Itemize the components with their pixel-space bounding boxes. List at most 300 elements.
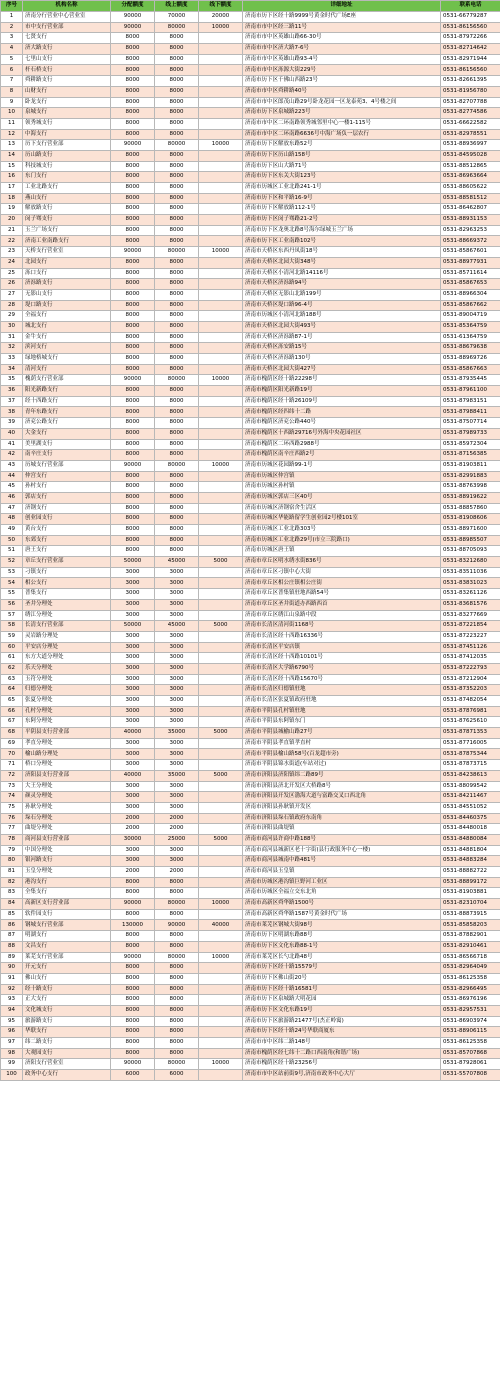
table-row	[1, 354, 500, 365]
row-seq-cell: 97	[1, 1038, 23, 1049]
phone-cell: 0531-82966495	[441, 984, 500, 995]
allocated-quota-cell: 3000	[111, 706, 155, 717]
offline-quota-cell	[199, 471, 243, 482]
table-row	[1, 161, 500, 172]
allocated-quota-cell: 8000	[111, 995, 155, 1006]
address-cell: 济南市历下区龙奥北路8号海尔绿城玉兰广场	[243, 225, 441, 236]
phone-cell: 0531-88906115	[441, 1027, 500, 1038]
phone-cell: 0531-88605622	[441, 183, 500, 194]
offline-quota-cell	[199, 653, 243, 664]
phone-cell: 0531-88899172	[441, 877, 500, 888]
address-cell: 济南市天桥区堤口路96-4号	[243, 300, 441, 311]
table-row	[1, 215, 500, 226]
allocated-quota-cell: 3000	[111, 674, 155, 685]
offline-quota-cell	[199, 792, 243, 803]
allocated-quota-cell: 8000	[111, 1005, 155, 1016]
row-seq-cell: 76	[1, 813, 23, 824]
phone-cell: 0531-88977931	[441, 257, 500, 268]
online-quota-cell: 8000	[155, 514, 199, 525]
allocated-quota-cell: 8000	[111, 76, 155, 87]
branch-name-cell: 玉兰广场支行	[23, 225, 111, 236]
phone-cell: 0531-88931153	[441, 215, 500, 226]
branch-name-cell: 平安店分理处	[23, 642, 111, 653]
allocated-quota-cell: 30000	[111, 834, 155, 845]
allocated-quota-cell: 8000	[111, 386, 155, 397]
offline-quota-cell	[199, 813, 243, 824]
address-cell: 济南市历下区东关大街123号	[243, 172, 441, 183]
row-seq-cell: 96	[1, 1027, 23, 1038]
header-seq: 序号	[1, 1, 23, 12]
table-row	[1, 557, 500, 568]
table-row	[1, 418, 500, 429]
branch-name-cell: 正大支行	[23, 995, 111, 1006]
branch-name-cell: 泉城支行	[23, 108, 111, 119]
offline-quota-cell	[199, 760, 243, 771]
table-row	[1, 899, 500, 910]
branch-name-cell: 港沟支行	[23, 877, 111, 888]
allocated-quota-cell: 8000	[111, 311, 155, 322]
online-quota-cell: 8000	[155, 877, 199, 888]
row-seq-cell: 1	[1, 12, 23, 23]
table-row	[1, 738, 500, 749]
offline-quota-cell	[199, 44, 243, 55]
allocated-quota-cell: 8000	[111, 129, 155, 140]
row-seq-cell: 23	[1, 247, 23, 258]
address-cell: 济南市槐荫区南辛庄西路2号	[243, 450, 441, 461]
phone-cell: 0531-86125358	[441, 1038, 500, 1049]
table-row	[1, 225, 500, 236]
table-row	[1, 364, 500, 375]
address-cell: 济南市槐荫区十西路29716号外海中央花园社区	[243, 428, 441, 439]
offline-quota-cell	[199, 418, 243, 429]
branch-name-cell: 经十路支行	[23, 984, 111, 995]
branch-name-cell: 东方大道分理处	[23, 653, 111, 664]
offline-quota-cell	[199, 877, 243, 888]
table-row	[1, 54, 500, 65]
offline-quota-cell	[199, 172, 243, 183]
table-row	[1, 172, 500, 183]
row-seq-cell: 11	[1, 118, 23, 129]
address-cell: 济南市长清区归德镇驻地	[243, 685, 441, 696]
table-row	[1, 204, 500, 215]
branch-name-cell: 济阳支行营业室	[23, 1059, 111, 1070]
phone-cell: 0531-82774586	[441, 108, 500, 119]
branch-name-cell: 泺口支行	[23, 268, 111, 279]
phone-cell: 0531-81908606	[441, 514, 500, 525]
address-cell: 济南市天桥区北园大街427号	[243, 364, 441, 375]
online-quota-cell: 8000	[155, 407, 199, 418]
phone-cell: 0531-82714642	[441, 44, 500, 55]
online-quota-cell: 3000	[155, 792, 199, 803]
address-cell: 济南市天桥区济泺路87-1号	[243, 332, 441, 343]
phone-cell: 0531-82963253	[441, 225, 500, 236]
address-cell: 济南市历城区工业北路29号(市立三院路口)	[243, 535, 441, 546]
address-cell: 济南市历下区工业南路102号	[243, 236, 441, 247]
online-quota-cell: 8000	[155, 482, 199, 493]
phone-cell: 0531-83261126	[441, 589, 500, 600]
online-quota-cell: 8000	[155, 1027, 199, 1038]
phone-cell: 0531-86156560	[441, 22, 500, 33]
table-row	[1, 514, 500, 525]
row-seq-cell: 47	[1, 503, 23, 514]
phone-cell: 0531-84480018	[441, 824, 500, 835]
table-row	[1, 834, 500, 845]
offline-quota-cell: 5000	[199, 770, 243, 781]
address-cell: 济南市槐荫区经十路23256号	[243, 1059, 441, 1070]
online-quota-cell: 8000	[155, 172, 199, 183]
branch-name-cell: 纬二路支行	[23, 1038, 111, 1049]
offline-quota-cell	[199, 589, 243, 600]
online-quota-cell: 2000	[155, 824, 199, 835]
table-row	[1, 728, 500, 739]
allocated-quota-cell: 8000	[111, 1016, 155, 1027]
row-seq-cell: 57	[1, 610, 23, 621]
offline-quota-cell	[199, 931, 243, 942]
offline-quota-cell	[199, 54, 243, 65]
offline-quota-cell	[199, 364, 243, 375]
phone-cell: 0531-87451126	[441, 642, 500, 653]
branch-name-cell: 东门支行	[23, 172, 111, 183]
phone-cell: 0531-88969726	[441, 354, 500, 365]
table-row	[1, 845, 500, 856]
row-seq-cell: 18	[1, 193, 23, 204]
header-row	[1, 1, 500, 12]
branch-name-cell: 工业北路支行	[23, 183, 111, 194]
online-quota-cell: 3000	[155, 578, 199, 589]
table-row	[1, 108, 500, 119]
address-cell: 济南市槐荫区经四纬十二路	[243, 407, 441, 418]
branch-name-cell: 闵子骞支行	[23, 215, 111, 226]
allocated-quota-cell: 8000	[111, 204, 155, 215]
phone-cell: 0531-87935445	[441, 375, 500, 386]
phone-cell: 0531-88705093	[441, 546, 500, 557]
table-row	[1, 311, 500, 322]
table-row	[1, 1005, 500, 1016]
online-quota-cell: 3000	[155, 781, 199, 792]
phone-cell: 0531-66779287	[441, 12, 500, 23]
branch-name-cell: 政务中心支行	[23, 1070, 111, 1081]
address-cell: 济南市槐荫区经十路22298号	[243, 375, 441, 386]
row-seq-cell: 65	[1, 696, 23, 707]
online-quota-cell: 8000	[155, 525, 199, 536]
offline-quota-cell	[199, 492, 243, 503]
address-cell: 济南市天桥区济泺路130号	[243, 354, 441, 365]
phone-cell: 0531-87625610	[441, 717, 500, 728]
online-quota-cell: 8000	[155, 54, 199, 65]
row-seq-cell: 10	[1, 108, 23, 119]
offline-quota-cell	[199, 118, 243, 129]
allocated-quota-cell: 130000	[111, 920, 155, 931]
branch-name-cell: 济南分行营业中心营业室	[23, 12, 111, 23]
address-cell: 济南市历城区济钢宿舍生活区	[243, 503, 441, 514]
phone-cell: 0531-87482054	[441, 696, 500, 707]
offline-quota-cell	[199, 856, 243, 867]
branch-name-cell: 明湖支行	[23, 931, 111, 942]
phone-cell: 0531-88679638	[441, 343, 500, 354]
phone-cell: 0531-83277669	[441, 610, 500, 621]
online-quota-cell: 8000	[155, 215, 199, 226]
row-seq-cell: 87	[1, 931, 23, 942]
phone-cell: 0531-83681576	[441, 599, 500, 610]
address-cell: 济南市历下区解放路112-1号	[243, 204, 441, 215]
branch-name-cell: 阳光新路支行	[23, 386, 111, 397]
row-seq-cell: 89	[1, 952, 23, 963]
offline-quota-cell	[199, 204, 243, 215]
address-cell: 济南市济阳县济北开发区大桥路8号	[243, 781, 441, 792]
row-seq-cell: 53	[1, 567, 23, 578]
table-row	[1, 952, 500, 963]
branch-name-cell: 城北支行	[23, 321, 111, 332]
branch-name-cell: 市中支行营业部	[23, 22, 111, 33]
allocated-quota-cell: 6000	[111, 1070, 155, 1081]
allocated-quota-cell: 2000	[111, 824, 155, 835]
branch-name-cell: 济泺路支行	[23, 279, 111, 290]
offline-quota-cell	[199, 867, 243, 878]
branch-name-cell: 平阴县支行营业部	[23, 728, 111, 739]
table-row	[1, 963, 500, 974]
table-row	[1, 824, 500, 835]
table-row	[1, 118, 500, 129]
branch-name-cell: 济钢支行	[23, 503, 111, 514]
table-row	[1, 321, 500, 332]
online-quota-cell: 80000	[155, 22, 199, 33]
allocated-quota-cell: 8000	[111, 514, 155, 525]
online-quota-cell: 45000	[155, 557, 199, 568]
online-quota-cell: 3000	[155, 717, 199, 728]
online-quota-cell: 8000	[155, 1016, 199, 1027]
branch-name-cell: 济兖公路支行	[23, 418, 111, 429]
address-cell: 济南市天桥区北园大街493号	[243, 321, 441, 332]
allocated-quota-cell: 8000	[111, 396, 155, 407]
allocated-quota-cell: 3000	[111, 738, 155, 749]
offline-quota-cell	[199, 268, 243, 279]
online-quota-cell: 6000	[155, 1070, 199, 1081]
phone-cell: 0531-87412035	[441, 653, 500, 664]
allocated-quota-cell: 90000	[111, 1059, 155, 1070]
online-quota-cell: 8000	[155, 129, 199, 140]
phone-cell: 0531-88857860	[441, 503, 500, 514]
phone-cell: 0531-82978551	[441, 129, 500, 140]
row-seq-cell: 72	[1, 770, 23, 781]
branch-name-cell: 莱芜支行营业部	[23, 952, 111, 963]
row-seq-cell: 83	[1, 888, 23, 899]
allocated-quota-cell: 8000	[111, 364, 155, 375]
address-cell: 济南市章丘区刁镇中心大街	[243, 567, 441, 578]
online-quota-cell: 3000	[155, 610, 199, 621]
address-cell: 济南市章丘区相公庄镇相公庄街	[243, 578, 441, 589]
branch-name-cell: 大观园支行	[23, 1048, 111, 1059]
table-row	[1, 300, 500, 311]
address-cell: 济南市历下区和平路16-9号	[243, 193, 441, 204]
allocated-quota-cell: 8000	[111, 984, 155, 995]
branch-name-cell: 孝直分理处	[23, 738, 111, 749]
table-row	[1, 386, 500, 397]
offline-quota-cell	[199, 108, 243, 119]
row-seq-cell: 56	[1, 599, 23, 610]
row-seq-cell: 30	[1, 321, 23, 332]
online-quota-cell: 8000	[155, 343, 199, 354]
allocated-quota-cell: 8000	[111, 503, 155, 514]
offline-quota-cell	[199, 663, 243, 674]
table-header	[1, 1, 500, 12]
online-quota-cell: 8000	[155, 909, 199, 920]
row-seq-cell: 64	[1, 685, 23, 696]
phone-cell: 0531-88099542	[441, 781, 500, 792]
phone-cell: 0531-85972304	[441, 439, 500, 450]
phone-cell: 0531-85867601	[441, 247, 500, 258]
online-quota-cell: 3000	[155, 706, 199, 717]
row-seq-cell: 17	[1, 183, 23, 194]
table-row	[1, 631, 500, 642]
row-seq-cell: 43	[1, 460, 23, 471]
allocated-quota-cell: 3000	[111, 599, 155, 610]
table-row	[1, 984, 500, 995]
address-cell: 济南市商河县玉皇镇	[243, 867, 441, 878]
offline-quota-cell	[199, 428, 243, 439]
online-quota-cell: 80000	[155, 1059, 199, 1070]
online-quota-cell: 80000	[155, 952, 199, 963]
branch-name-cell: 南辛庄支行	[23, 450, 111, 461]
allocated-quota-cell: 8000	[111, 225, 155, 236]
offline-quota-cell	[199, 525, 243, 536]
offline-quota-cell	[199, 482, 243, 493]
branch-name-cell: 圣井分理处	[23, 599, 111, 610]
branch-name-cell: 中国分理处	[23, 845, 111, 856]
row-seq-cell: 3	[1, 33, 23, 44]
offline-quota-cell	[199, 279, 243, 290]
offline-quota-cell: 10000	[199, 22, 243, 33]
row-seq-cell: 62	[1, 663, 23, 674]
offline-quota-cell	[199, 749, 243, 760]
address-cell: 济南市章丘区圣井街道办西路西首	[243, 599, 441, 610]
phone-cell: 0531-81903811	[441, 460, 500, 471]
row-seq-cell: 54	[1, 578, 23, 589]
address-cell: 济南市历下区经十路24号华联商厦东	[243, 1027, 441, 1038]
branch-name-cell: 领秀城支行	[23, 118, 111, 129]
table-row	[1, 567, 500, 578]
offline-quota-cell	[199, 236, 243, 247]
offline-quota-cell: 10000	[199, 247, 243, 258]
online-quota-cell: 8000	[155, 236, 199, 247]
table-row	[1, 621, 500, 632]
table-row	[1, 663, 500, 674]
header-phone: 联系电话	[441, 1, 500, 12]
row-seq-cell: 22	[1, 236, 23, 247]
row-seq-cell: 40	[1, 428, 23, 439]
row-seq-cell: 45	[1, 482, 23, 493]
phone-cell: 0531-82964049	[441, 963, 500, 974]
online-quota-cell: 8000	[155, 289, 199, 300]
address-cell: 济南市长清区经十西路10101号	[243, 653, 441, 664]
branch-name-cell: 孙耿分理处	[23, 802, 111, 813]
table-row	[1, 492, 500, 503]
branch-name-cell: 济阳县支行营业部	[23, 770, 111, 781]
offline-quota-cell	[199, 311, 243, 322]
offline-quota-cell	[199, 717, 243, 728]
allocated-quota-cell: 8000	[111, 268, 155, 279]
online-quota-cell: 8000	[155, 150, 199, 161]
branch-name-cell: 玉符分理处	[23, 674, 111, 685]
offline-quota-cell	[199, 599, 243, 610]
table-row	[1, 578, 500, 589]
online-quota-cell: 70000	[155, 12, 199, 23]
table-row	[1, 140, 500, 151]
branch-name-cell: 经十西路支行	[23, 396, 111, 407]
online-quota-cell: 8000	[155, 321, 199, 332]
online-quota-cell: 8000	[155, 995, 199, 1006]
branch-name-cell: 天桥支行营业室	[23, 247, 111, 258]
row-seq-cell: 77	[1, 824, 23, 835]
table-row	[1, 97, 500, 108]
online-quota-cell: 8000	[155, 161, 199, 172]
phone-cell: 0531-88966304	[441, 289, 500, 300]
offline-quota-cell	[199, 503, 243, 514]
offline-quota-cell	[199, 300, 243, 311]
table-row	[1, 685, 500, 696]
allocated-quota-cell: 90000	[111, 375, 155, 386]
phone-cell: 0531-84881804	[441, 845, 500, 856]
address-cell: 济南市高新区舜华路1587号黄金时代广场	[243, 909, 441, 920]
phone-cell: 0531-87156385	[441, 450, 500, 461]
phone-cell: 0531-84211467	[441, 792, 500, 803]
table-row	[1, 450, 500, 461]
online-quota-cell: 8000	[155, 973, 199, 984]
online-quota-cell: 3000	[155, 663, 199, 674]
table-row	[1, 931, 500, 942]
allocated-quota-cell: 3000	[111, 845, 155, 856]
allocated-quota-cell: 8000	[111, 877, 155, 888]
table-row	[1, 22, 500, 33]
row-seq-cell: 71	[1, 760, 23, 771]
row-seq-cell: 44	[1, 471, 23, 482]
phone-cell: 0531-85364759	[441, 321, 500, 332]
row-seq-cell: 9	[1, 97, 23, 108]
row-seq-cell: 28	[1, 300, 23, 311]
allocated-quota-cell: 90000	[111, 952, 155, 963]
online-quota-cell: 8000	[155, 963, 199, 974]
address-cell: 济南市市中区郎茂山路29号卧龙花园一区龙泰苑3、4号楼之间	[243, 97, 441, 108]
address-cell: 济南市历下区泉城路223号	[243, 108, 441, 119]
online-quota-cell: 8000	[155, 396, 199, 407]
offline-quota-cell	[199, 332, 243, 343]
offline-quota-cell	[199, 888, 243, 899]
offline-quota-cell	[199, 674, 243, 685]
address-cell: 济南市槐荫区二环西路2988号	[243, 439, 441, 450]
allocated-quota-cell: 3000	[111, 856, 155, 867]
branch-name-cell: 全集支行	[23, 888, 111, 899]
online-quota-cell: 8000	[155, 86, 199, 97]
offline-quota-cell	[199, 781, 243, 792]
branch-name-cell: 七里山支行	[23, 54, 111, 65]
header-allocated-quota: 分配额度	[111, 1, 155, 12]
address-cell: 济南市历城区花园路99-1号	[243, 460, 441, 471]
address-cell: 济南市天桥区济泺路94号	[243, 279, 441, 290]
address-cell: 济南市长清区清河街1168号	[243, 621, 441, 632]
phone-cell: 0531-86156560	[441, 65, 500, 76]
table-row	[1, 781, 500, 792]
allocated-quota-cell: 3000	[111, 653, 155, 664]
allocated-quota-cell: 40000	[111, 770, 155, 781]
phone-cell: 0531-85867663	[441, 364, 500, 375]
online-quota-cell: 3000	[155, 696, 199, 707]
address-cell: 济南市历城区仲宫镇	[243, 471, 441, 482]
row-seq-cell: 84	[1, 899, 23, 910]
branch-name-cell: 软件园支行	[23, 909, 111, 920]
row-seq-cell: 99	[1, 1059, 23, 1070]
table-row	[1, 760, 500, 771]
row-seq-cell: 46	[1, 492, 23, 503]
table-row	[1, 610, 500, 621]
